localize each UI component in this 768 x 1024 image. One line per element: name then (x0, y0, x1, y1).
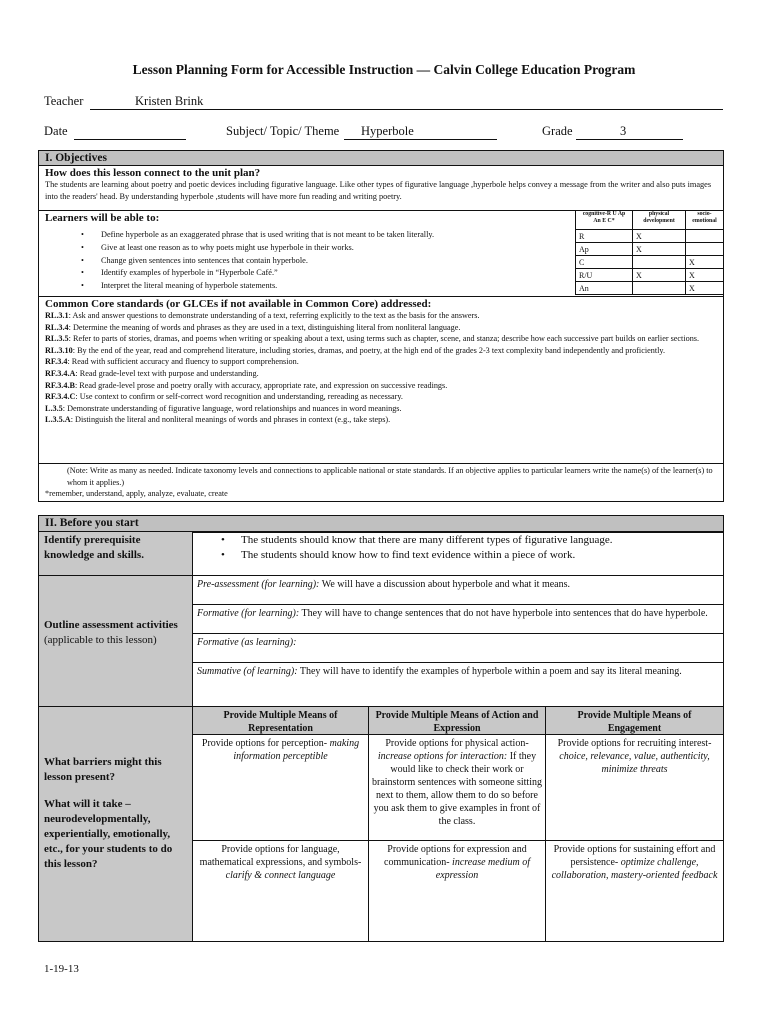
table-cell: X (633, 269, 686, 282)
table-cell: R/U (576, 269, 633, 282)
page-title: Lesson Planning Form for Accessible Instruction — Calvin College Education Program (132, 62, 636, 77)
date-field[interactable] (74, 124, 186, 140)
standard-text: : Demonstrate understanding of figurative language, word relationships and nuances in word meanings. (62, 403, 402, 413)
prereq-list (193, 533, 723, 563)
grade-label: Grade (542, 124, 573, 138)
standard-text: : By the end of the year, read and comprehend literature, including stories, dramas, and poetry, at the high end of the grades 2-3 text complexity band independently and proficiently. (72, 345, 665, 355)
udl-italic: choice, relevance, value, authenticity, minimize threats (559, 751, 710, 775)
standard-text: : Distinguish the literal and nonliteral meanings of words and phrases in context (e.g., take steps). (70, 415, 391, 425)
udl-cell-sustaining-effort (545, 840, 724, 942)
udl-header-representation: Provide Multiple Means of Representation (192, 706, 369, 735)
standard-code: RF.3.4.C (45, 392, 76, 402)
table-cell: C (576, 256, 633, 269)
udl-italic: clarify & connect language (225, 870, 336, 881)
teacher-field[interactable] (90, 94, 723, 110)
teacher-value: Kristen Brink (135, 94, 204, 108)
formative-as-cell (192, 633, 724, 663)
standard-text: : Refer to parts of stories, dramas, and poems when writing or speaking about a text, using terms such as chapter, scene, and stanza; describe how each successive part builds on earlier sections. (68, 334, 700, 344)
common-core-block (39, 297, 723, 426)
table-cell: Ap (576, 243, 633, 256)
learners-label: Learners will be able to: (45, 212, 160, 224)
summative-cell (192, 662, 724, 707)
assessment-text: We will have a discussion about hyperbole and what it means. (319, 579, 571, 590)
list-item: • The students should know that there are many different types of figurative language. (221, 533, 723, 548)
assessment-label: Outline assessment activities (44, 619, 178, 631)
standard-item (45, 310, 717, 322)
taxonomy-table (575, 210, 724, 295)
assessment-kind: Formative (as learning): (197, 637, 297, 648)
standard-item (45, 345, 717, 357)
table-row (576, 230, 724, 243)
taxonomy-header: physical development (633, 211, 686, 230)
standard-item (45, 356, 717, 368)
table-cell (686, 230, 724, 243)
list-item: • The students should know how to find text evidence within a piece of work. (221, 548, 723, 563)
standard-item (45, 368, 717, 380)
table-cell (633, 282, 686, 295)
table-cell: X (633, 230, 686, 243)
list-item: • Define hyperbole as an exaggerated phrase that is used writing that is not meant to be taken literally. (81, 229, 601, 242)
standard-code: RF.3.4.B (45, 380, 75, 390)
udl-header-action-expression: Provide Multiple Means of Action and Expression (368, 706, 546, 735)
standard-text: : Read grade-level prose and poetry orally with accuracy, appropriate rate, and expression on successive readings. (74, 380, 448, 390)
table-cell: X (686, 282, 724, 295)
assessment-kind: Pre-assessment (for learning): (197, 579, 320, 590)
list-item: • Interpret the literal meaning of hyperbole statements. (81, 280, 601, 293)
udl-italic: increase options for interaction: (377, 751, 508, 762)
prereq-content-cell (192, 531, 724, 576)
udl-cell-language (192, 840, 369, 942)
unit-connection-question: How does this lesson connect to the unit plan? (45, 167, 261, 179)
footer-date: 1-19-13 (44, 963, 79, 975)
learners-block (39, 211, 723, 297)
udl-cell-physical-action (368, 734, 546, 841)
table-cell: R (576, 230, 633, 243)
what-will-it-take-label: What will it take – neurodevelopmentally, experientially, emotionally, etc., for your students to do this lesson? (44, 798, 173, 870)
standard-code: L.3.5.A (45, 415, 71, 425)
prereq-label: Identify prerequisite knowledge and skills. (44, 534, 144, 561)
standard-code: RF.3.4 (45, 357, 68, 367)
assessment-kind: Summative (of learning): (197, 666, 298, 677)
standard-item (45, 414, 717, 426)
standard-text: : Ask and answer questions to demonstrate understanding of a text, referring explicitly to the text as the basis for the answers. (68, 311, 480, 320)
date-label: Date (44, 124, 68, 138)
list-item: • Change given sentences into sentences that contain hyperbole. (81, 255, 601, 268)
udl-text: Provide options for recruiting interest- (557, 738, 712, 749)
standard-item (45, 322, 717, 334)
standard-item (45, 403, 717, 415)
taxonomy-header: cognitive-R U Ap An E C* (576, 211, 633, 230)
grade-field[interactable] (576, 124, 683, 140)
udl-header-engagement: Provide Multiple Means of Engagement (545, 706, 724, 735)
udl-text: If they would like to check their work or brainstorm sentences with someone sitting next to them, allow them to do so before you ask them to give examples in front of the class. (372, 751, 542, 827)
standard-code: RL.3.1 (45, 311, 69, 320)
udl-cell-perception (192, 734, 369, 841)
assessment-text: They will have to identify the examples of hyperbole within a poem and say its literal meaning. (297, 666, 682, 677)
standard-code: L.3.5 (45, 403, 63, 413)
table-cell: X (633, 243, 686, 256)
table-row (576, 282, 724, 295)
assessment-sublabel: (applicable to this lesson) (44, 634, 157, 646)
table-row (576, 269, 724, 282)
barriers-label-cell (38, 706, 193, 942)
udl-text: Provide options for physical action- (385, 738, 529, 749)
udl-italic: making information perceptible (233, 738, 360, 762)
standard-text: : Use context to confirm or self-correct word recognition and understanding, rereading as necessary. (75, 392, 403, 402)
standard-code: RL.3.5 (45, 334, 69, 344)
subject-field[interactable] (344, 124, 497, 140)
before-heading: II. Before you start (39, 516, 723, 533)
grade-value: 3 (620, 124, 627, 138)
assessment-text: They will have to change sentences that do not have hyperbole into sentences that do have hyperbole. (299, 608, 708, 619)
unit-connection-text: The students are learning about poetry and poetic devices including figurative language. Like other types of figurative language ,hyperbole helps convey a message from the writer and also puts images into the readers' head. By understanding hyperbole ,students will have more fun reading and writing poetry. (45, 180, 712, 201)
barriers-label: What barriers might this lesson present? (44, 756, 162, 783)
pre-assessment-cell (192, 575, 724, 605)
table-cell: An (576, 282, 633, 295)
standard-code: RL.3.4 (45, 322, 69, 332)
standard-item (45, 333, 717, 345)
prereq-label-cell (38, 531, 193, 576)
table-cell (633, 256, 686, 269)
list-item: • Give at least one reason as to why poets might use hyperbole in their works. (81, 242, 601, 255)
udl-italic: increase medium of expression (435, 857, 530, 881)
standard-item (45, 380, 717, 392)
table-cell: X (686, 256, 724, 269)
udl-cell-recruiting-interest (545, 734, 724, 841)
note-block (39, 463, 723, 500)
udl-text: Provide options for sustaining effort and persistence- (553, 844, 716, 868)
objective-list (39, 229, 601, 293)
objectives-section (38, 150, 724, 502)
common-core-heading: Common Core standards (or GLCEs if not available in Common Core) addressed: (45, 298, 432, 310)
table-cell: X (686, 269, 724, 282)
standard-item (45, 391, 717, 403)
objectives-note: (Note: Write as many as needed. Indicate taxonomy levels and connections to applicable national or state standards. If an objective applies to particular learners write the name(s) of the learner(s) to whom it applies.) (67, 466, 713, 487)
table-row (576, 256, 724, 269)
standard-text: : Determine the meaning of words and phrases as they are used in a text, distinguishing literal from nonliteral language. (68, 322, 461, 332)
subject-label: Subject/ Topic/ Theme (226, 124, 340, 138)
standard-text: : Read with sufficient accuracy and fluency to support comprehension. (67, 357, 299, 367)
unit-connection-block (39, 166, 723, 211)
standard-code: RL.3.10 (45, 345, 73, 355)
formative-for-cell (192, 604, 724, 634)
table-row (576, 243, 724, 256)
taxonomy-header: socio-emotional (686, 211, 724, 230)
subject-value: Hyperbole (361, 124, 414, 138)
udl-text: Provide options for language, mathematical expressions, and symbols- (199, 844, 362, 868)
objectives-heading: I. Objectives (39, 151, 723, 166)
udl-text: Provide options for expression and communication- (384, 844, 527, 868)
assessment-kind: Formative (for learning): (197, 608, 300, 619)
list-item: • Identify examples of hyperbole in “Hyperbole Café.” (81, 267, 601, 280)
udl-italic: optimize challenge, collaboration, mastery-oriented feedback (551, 857, 718, 881)
udl-cell-expression (368, 840, 546, 942)
table-cell (686, 243, 724, 256)
assessment-label-cell (38, 575, 193, 707)
standard-text: : Read grade-level text with purpose and understanding. (75, 368, 259, 378)
teacher-label: Teacher (44, 94, 84, 108)
udl-text: Provide options for perception- (201, 738, 328, 749)
standard-code: RF.3.4.A (45, 368, 76, 378)
objectives-footnote: *remember, understand, apply, analyze, evaluate, create (45, 489, 228, 499)
